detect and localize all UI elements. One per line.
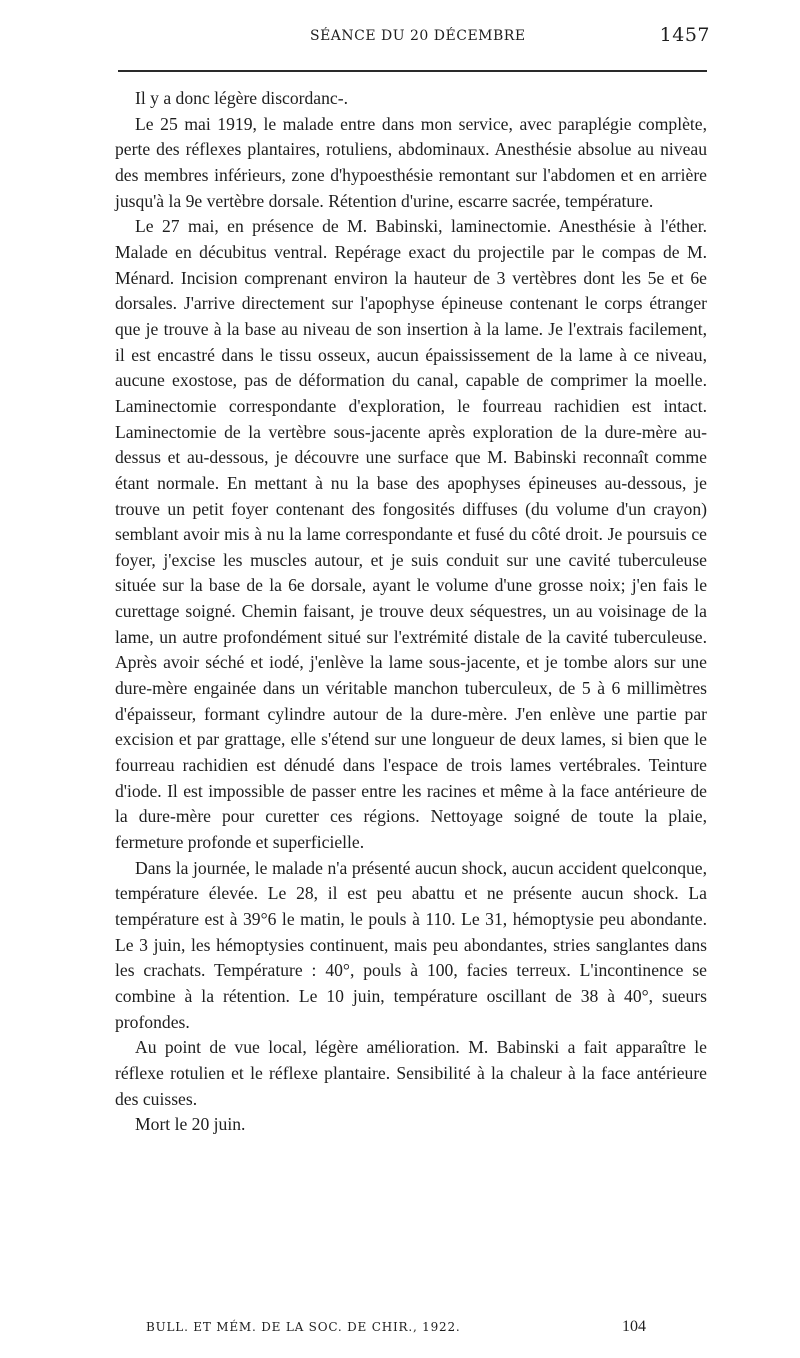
paragraph: Le 27 mai, en présence de M. Babinski, laminectomie. Anesthésie à l'éther. Malade en décubitus ventral. Repérage exact du projectile par le compas de M. Ménard. Incision comprenant environ la hauteur de 3 vertèbres dont les 5e et 6e dorsales. J'arrive directement sur l'apophyse épineuse contenant le corps étranger que je trouve à la base au niveau de son insertion à la lame. Je l'extrais facilement, il est encastré dans le tissu osseux, aucun épaississement de la lame à ce niveau, aucune exostose, pas de déformation du canal, capable de comprimer la moelle. Laminectomie correspondante d'exploration, le fourreau rachidien est intact. Laminectomie de la vertèbre sous-jacente après exploration de la dure-mère au-dessus et au-dessous, je découvre une surface que M. Babinski reconnaît comme étant normale. En mettant à nu la base des apophyses épineuses au-dessous, je trouve un petit foyer contenant des fongosités diffuses (du volume d'un crayon) semblant avoir mis à nu la lame correspondante et fusé du côté droit. Je poursuis ce foyer, j'excise les muscles autour, et je suis conduit sur une cavité tuberculeuse située sur la base de la 6e dorsale, ayant le volume d'une grosse noix; j'en fais le curettage soigné. Chemin faisant, je trouve deux séquestres, un au voisinage de la lame, un autre profondément situé sur l'extrémité distale de la cavité tuberculeuse. Après avoir séché et iodé, j'enlève la lame sous-jacente, et je tombe alors sur une dure-mère engainée dans un véritable manchon tuberculeux, de 5 à 6 millimètres d'épaisseur, formant cylindre autour de la dure-mère. J'en enlève une partie par excision et par grattage, elle s'étend sur une longueur de deux lames, si bien que le fourreau rachidien est dénudé dans l'espace de trois lames vertébrales. Teinture d'iode. Il est impossible de passer entre les racines et même à la face antérieure de la dure-mère pour curetter ces régions. Nettoyage soigné de toute la plaie, fermeture profonde et superficielle. — [115, 216, 707, 853]
running-title: SÉANCE DU 20 DÉCEMBRE — [310, 28, 526, 44]
body-text — [115, 86, 707, 1138]
running-head — [115, 24, 710, 52]
signature-mark: 104 — [622, 1318, 646, 1335]
paragraph: Il y a donc légère discordanc-. — [135, 88, 348, 108]
paragraph: Le 25 mai 1919, le malade entre dans mon service, avec paraplégie complète, perte des réflexes plantaires, rotuliens, abdominaux. Anesthésie absolue au niveau des membres inférieurs, zone d'hypoesthésie remontant sur l'abdomen et en arrière jusqu'à la 9e vertèbre dorsale. Rétention d'urine, escarre sacrée, température. — [115, 113, 707, 211]
header-rule — [118, 70, 707, 72]
page-number: 1457 — [659, 24, 710, 46]
journal-footer: BULL. ET MÉM. DE LA SOC. DE CHIR., 1922. — [146, 1320, 461, 1334]
paragraph: Au point de vue local, légère amélioration. M. Babinski a fait apparaître le réflexe rotulien et le réflexe plantaire. Sensibilité à la chaleur à la face antérieure des cuisses. — [115, 1037, 707, 1109]
paragraph: Mort le 20 juin. — [135, 1114, 246, 1135]
paragraph: Dans la journée, le malade n'a présenté aucun shock, aucun accident quelconque, température élevée. Le 28, il est peu abattu et ne présente aucun shock. La température est à 39°6 le matin, le pouls à 110. Le 31, hémoptysie peu abondante. Le 3 juin, les hémoptysies continuent, mais peu abondantes, stries sanglantes dans les crachats. Température : 40°, pouls à 100, facies terreux. L'incontinence se combine à la rétention. Le 10 juin, température oscillant de 38 à 40°, sueurs profondes. — [115, 857, 707, 1032]
